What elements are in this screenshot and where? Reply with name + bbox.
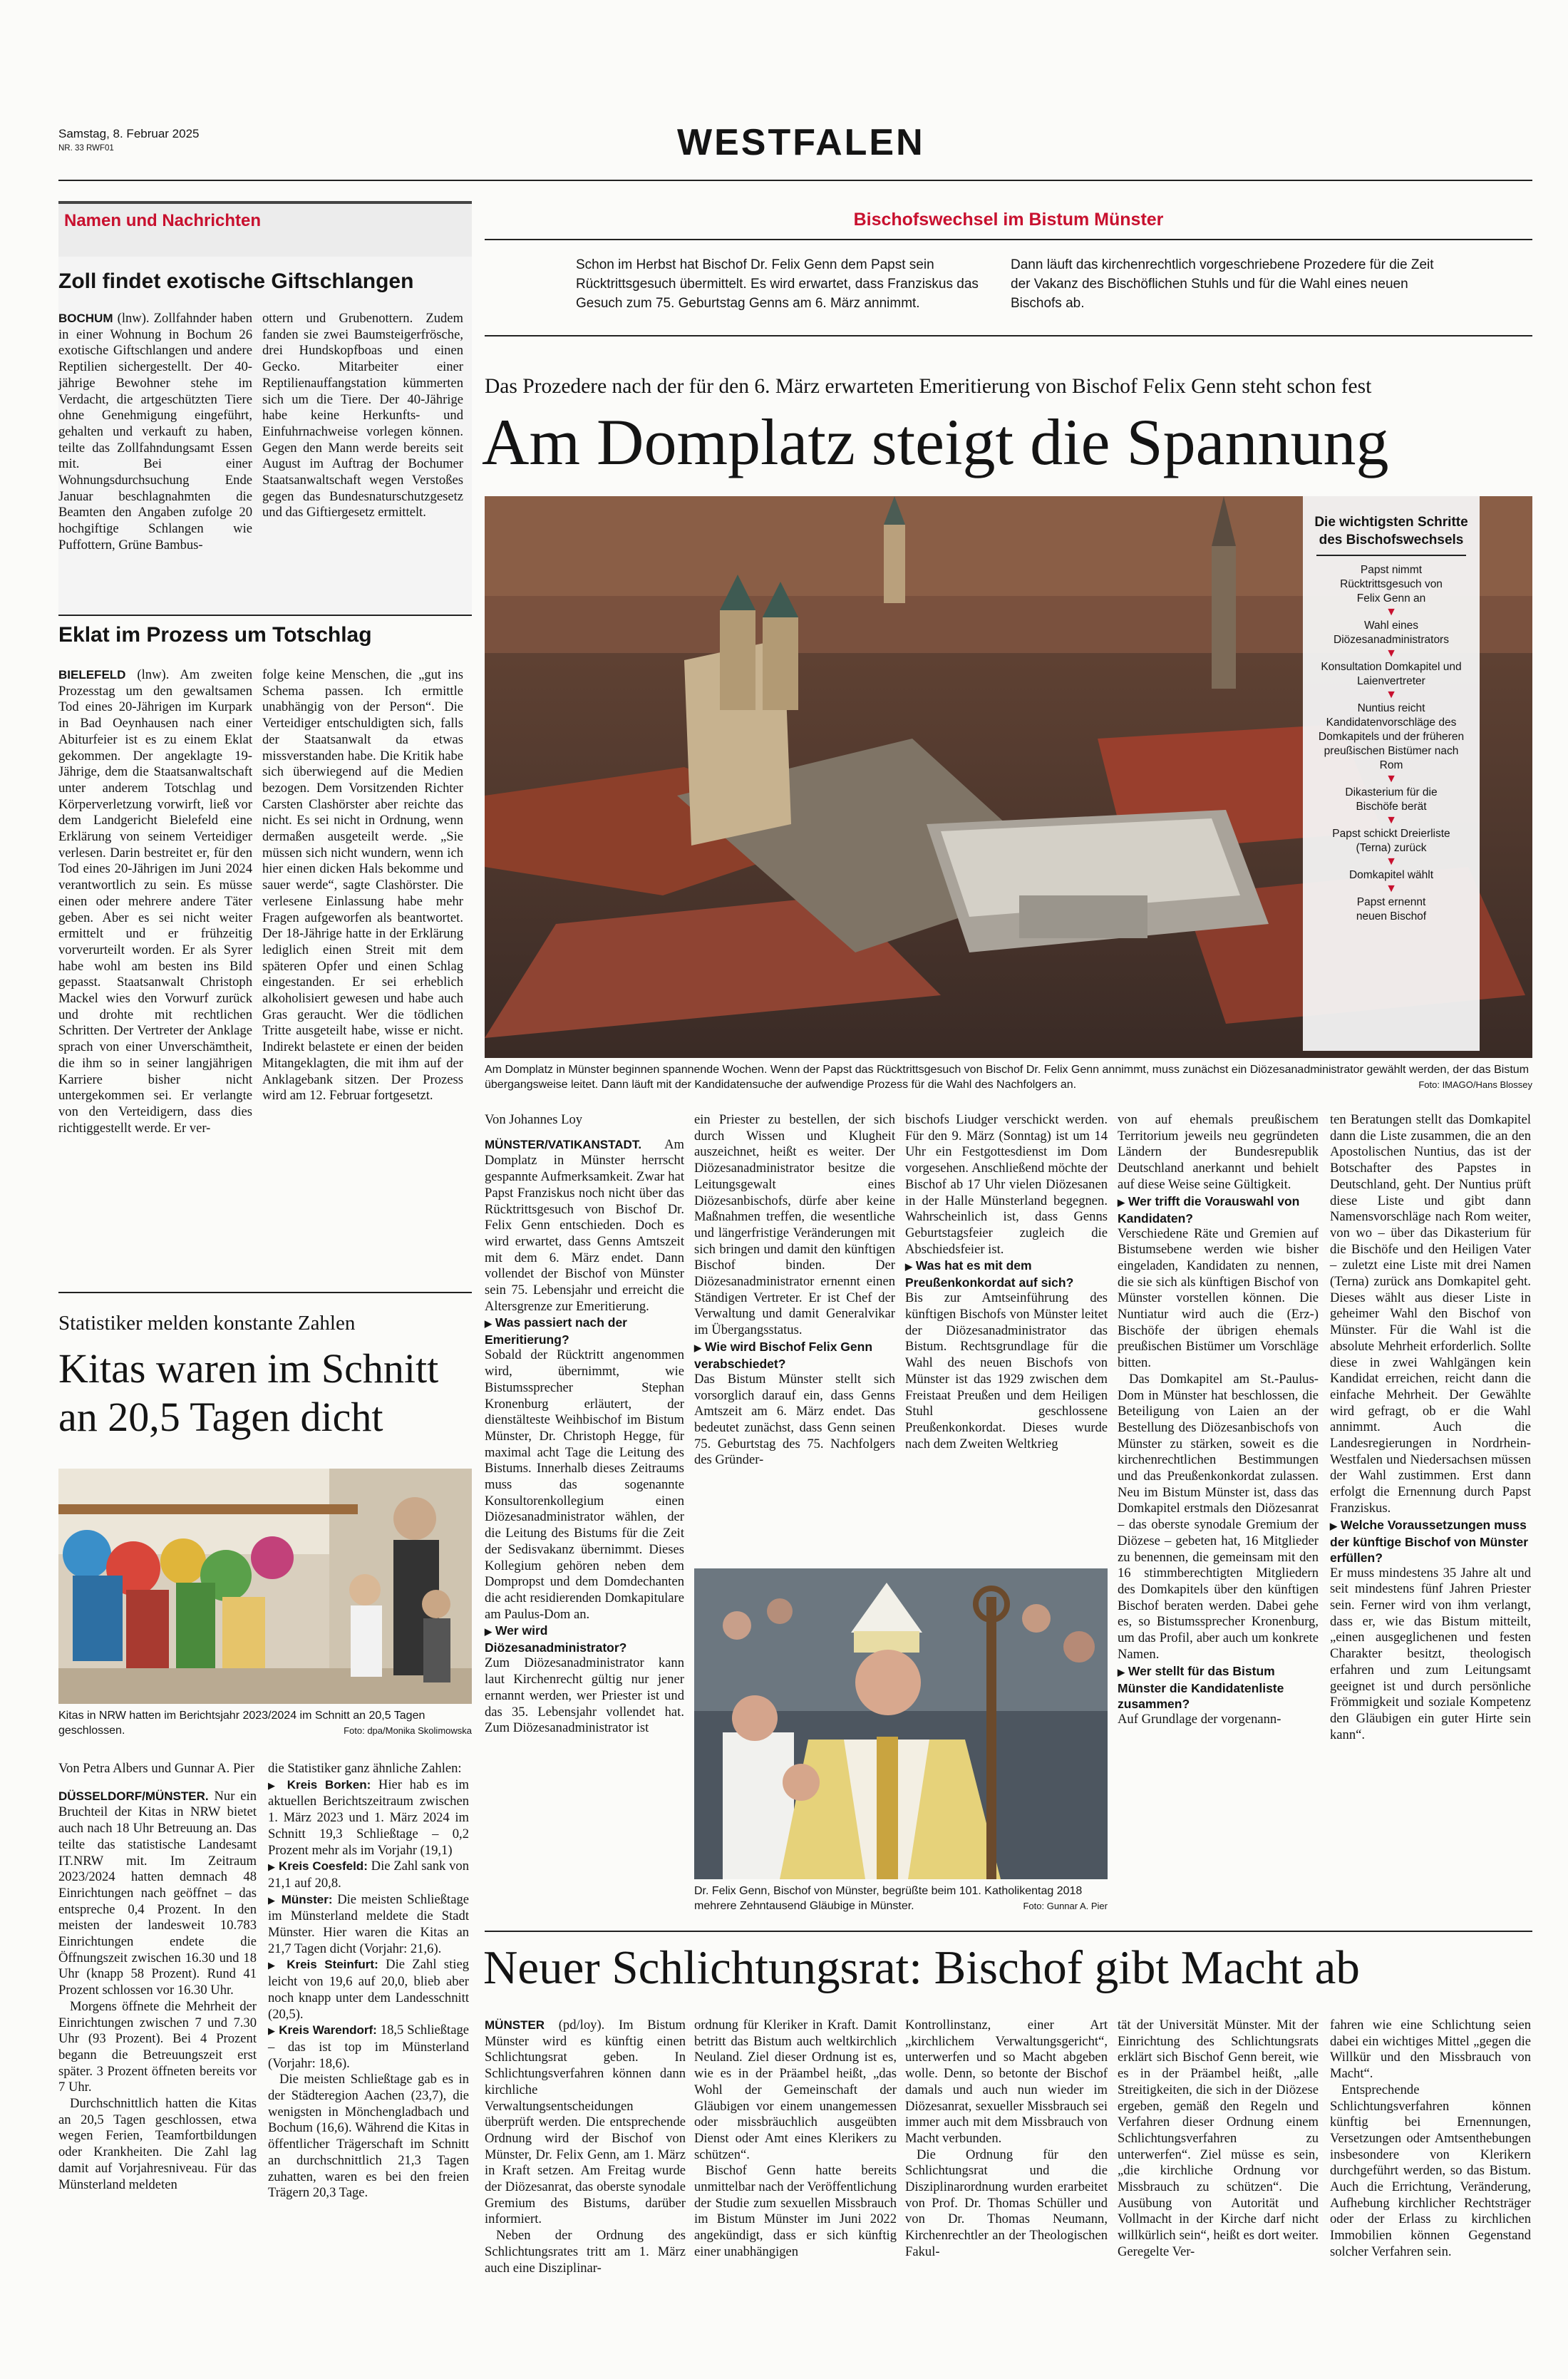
step-2: Wahl eines Diözesanadministrators: [1334, 620, 1449, 646]
kita-photo: [58, 1469, 472, 1704]
dateline: MÜNSTER/VATIKANSTADT.: [485, 1137, 642, 1151]
arrow-down-icon: ▼: [1386, 773, 1397, 785]
schlichtung-col1: MÜNSTER (pd/loy). Im Bistum Münster wird es künftig einen Schlichtungsrat geben. In Schlichtungsverfahren können dann kirchliche Verwaltungsentscheidungen überprüft werden. Die entsprechende Ordnung wird der Bischof von Münster, Dr. Felix Genn, am 1. März in Kraft setzen. Am Freitag wurde der Diözesanrat, das oberste synodale Gremium des Bistums, darüber informiert. Neben der Ordnung des Schlichtungsrates tritt am 1. März auch eine Disziplinar-: [485, 2018, 686, 2276]
dateline: DÜSSELDORF/MÜNSTER.: [58, 1789, 209, 1803]
news-box-title: Namen und Nachrichten: [64, 211, 262, 230]
question-heading: ▶ Was hat es mit dem Preußenkonkordat auf sich?: [905, 1258, 1074, 1290]
divider: [58, 615, 472, 616]
question-heading: ▶ Welche Voraussetzungen muss der künftige Bischof von Münster erfüllen?: [1330, 1517, 1529, 1565]
news-item-1-headline: Zoll findet exotische Giftschlangen: [58, 269, 414, 293]
photo-credit: Foto: IMAGO/Hans Blossey: [1418, 1079, 1532, 1090]
header-rule: [58, 180, 1532, 181]
arrow-down-icon: ▼: [1386, 647, 1397, 659]
question-heading: ▶ Was passiert nach der Emeritierung?: [485, 1315, 627, 1347]
bishop-col2: ein Priester zu bestellen, der sich durch Wissen und Klugheit auszeichnet, heißt es weiter. Der Diözesanadministrator besitze die Leitungsgewalt eines Diözesanbischofs, dürfe aber keine Maßnahmen treffen, die wesentliche und längerfristige Veränderungen mit sich bringen und damit den künftigen Bischof binden. Der Diözesanadministrator ernennt einen Ständigen Vertreter. Er ist Chef der Verwaltung und damit Generalvikar im Übergangsstatus. ▶ Wie wird Bischof Felix Genn verabschiedet? Das Bistum Münster stellt sich vorsorglich darauf ein, dass Genns Amtszeit am 6. März endet. Das bedeutet zunächst, dass Genn seinen 75. Geburtstag des 75. Nachfolgers des Gründer-: [694, 1112, 895, 1468]
schlichtung-col3: Kontrollinstanz, einer Art „kirchlichem Verwaltungsgericht“, unterwerfen und so Macht abgeben wolle. Denn, so betonte der Bischof damals und auch nun wieder im Diözesanrat, sexueller Missbrauch sei immer auch mit dem Missbrauch von Macht verbunden. Die Ordnung für den Schlichtungsrat und die Disziplinarordnung wurden erarbeitet von Prof. Dr. Thomas Schüller und von Dr. Thomas Neumann, Kirchenrechtler an der Theologischen Fakul-: [905, 2018, 1108, 2259]
list-item: ▶ Kreis Coesfeld: Die Zahl sank von 21,1 auf 20,8.: [268, 1859, 469, 1891]
news-item-2-headline: Eklat im Prozess um Totschlag: [58, 623, 372, 647]
photo-credit: Foto: Gunnar A. Pier: [1023, 1901, 1108, 1911]
photo-credit: Foto: dpa/Monika Skolimowska: [344, 1725, 472, 1736]
schlichtung-col2: ordnung für Kleriker in Kraft. Damit betritt das Bistum auch weltkirchlich Neuland. Ziel dieser Ordnung ist es, wie es in der Präambel heißt, „das Wohl der Gemeinschaft der Gläubigen vor einem unangemessen oder missbräuchlich ausgeübten Dienst oder Amt eines Klerikers zu schützen“. Bischof Genn hatte bereits unmittelbar nach der Veröffentlichung der Studie zum sexuellen Missbrauch im Bistum Münster im Juni 2022 angekündigt, dass er sich künftig einer unabhängigen: [694, 2018, 897, 2259]
dateline: BOCHUM: [58, 312, 113, 325]
bishop-col1: Von Johannes Loy MÜNSTER/VATIKANSTADT. Am Domplatz in Münster herrscht gespannte Aufmerksamkeit. Zwar hat Papst Franziskus noch nicht über das Rücktrittsgesuch von Bischof Dr. Felix Genn entschieden. Doch es wird erwartet, dass Genns Amtszeit mit dem 6. März endet. Dann vollendet der Bischof von Münster sein 75. Lebensjahr und erreicht die Altersgrenze zur Emeritierung. ▶ Was passiert nach der Emeritierung? Sobald der Rücktritt angenommen wird, übernimmt, wie Bistumssprecher Stephan Kronenburg erläutert, der dienstälteste Weihbischof im Bistum Münster, Dr. Christoph Hegge, für maximal acht Tage die Leitung des Bistums. Innerhalb dieses Zeitraums muss das sogenannte Konsultorenkollegium einen Diözesanadministrator wählen, der die Leitung des Bistums für die Zeit der Sedisvakanz übernimmt. Dieses Kollegium gehören neben dem Dompropst und dem Domdechanten die acht residierenden Domkapitulare am Paulus-Dom an. ▶ Wer wird Diözesanadministrator? Zum Diözesanadministrator kann laut Kirchenrecht gültig nur jener ernannt werden, wer Priester ist und das 35. Lebensjahr vollendet hat. Zum Diözesanadministrator ist: [485, 1112, 684, 1736]
arrow-down-icon: ▼: [1386, 689, 1397, 701]
divider: [485, 239, 1532, 240]
step-6: Papst schickt Dreierliste (Terna) zurück: [1332, 828, 1450, 854]
bishop-headline: Am Domplatz steigt die Spannung: [482, 406, 1389, 478]
step-4: Nuntius reicht Kandidatenvorschläge des Domkapitels und der früheren preußischen Bistümer nach Rom: [1318, 702, 1465, 771]
list-item: ▶ Kreis Borken: Hier hab es im aktuellen Berichtszeitraum zwischen 1. März 2023 und 1. März 2024 im Schnitt 19,3 Schließtage – 0,2 Prozent mehr als im Vorjahr (19,1): [268, 1777, 469, 1858]
kita-kicker: Statistiker melden konstante Zahlen: [58, 1312, 356, 1335]
kita-col1: Von Petra Albers und Gunnar A. Pier DÜSSELDORF/MÜNSTER. Nur ein Bruchteil der Kitas in NRW bietet auch nach 18 Uhr Betreuung an. Das teilte das statistische Landesamt IT.NRW mit. Im Zeitraum 2023/2024 hatten demnach 48 Einrichtungen nach geöffnet – das entspreche 0,4 Prozent. In den meisten der landesweit 10.783 Einrichtungen endete die Öffnungszeit zwischen 16.30 und 18 Uhr (knapp 58 Prozent). Rund 41 Prozent schlossen vor 16.30 Uhr. Morgens öffnete die Mehrheit der Einrichtungen zwischen 7 und 7.30 Uhr (93 Prozent). Bei 4 Prozent begann die Betreuungszeit erst später. 3 Prozent öffneten bereits vor 7 Uhr. Durchschnittlich hatten die Kitas an 20,5 Tagen geschlossen, etwa wegen Ferien, Teamfortbildungen oder Krankheiten. Die Zahl lag damit auf Vorjahresniveau. Für das Münsterland meldeten: [58, 1761, 257, 2192]
list-item: ▶ Kreis Warendorf: 18,5 Schließtage – das ist top im Münsterland (Vorjahr: 18,6).: [268, 2023, 469, 2071]
schlichtung-col4: tät der Universität Münster. Mit der Einrichtung des Schlichtungsrats erklärt sich Bischof Genn bereit, wie es in der Präambel heißt, „alle Streitigkeiten, die sich in der Diözese ergeben, gemäß den Regeln und Verfahren dieser Ordnung einem Schlichtungsverfahren zu unterwerfen“. Ziel müsse es sein, „die kirchliche Ordnung vor Missbrauch zu schützen“. Die Ausübung von Autorität und Vollmacht in der Kirche darf nicht willkürlich sein“, heißt es dort weiter. Geregelte Ver-: [1118, 2018, 1319, 2259]
list-item: ▶ Münster: Die meisten Schließtage im Münsterland meldete die Stadt Münster. Hier waren die Kitas an 21,7 Tagen dicht (Vorjahr: 21,6).: [268, 1891, 469, 1956]
divider: [1316, 555, 1466, 556]
divider: [485, 1931, 1532, 1932]
schlichtung-col5: fahren wie eine Schlichtung seien dabei ein wichtiges Mittel „gegen die Willkür und den Missbrauch von Macht“. Entsprechende Schlichtungsverfahren können künftig bei Ernennungen, Versetzungen oder Amtsenthebungen insbesondere von Klerikern durchgeführt werden, so das Bistum. Auch die Errichtung, Veränderung, Aufhebung kirchlicher Rechtsträger oder der Erlass zu kirchlichen Immobilien können Gegenstand solcher Verfahren sein.: [1330, 2018, 1531, 2259]
author: Von Petra Albers und Gunnar A. Pier: [58, 1761, 254, 1776]
news-item-1-col2: ottern und Grubenottern. Zudem fanden sie zwei Baumsteigerfrösche, drei Hundskopfboas und einen Gecko. Mitarbeiter einer Reptilienauffangstation kümmerten sich um die Tiere. Der 40-Jährige habe keine Herkunfts- und Einfuhrnachweise vorlegen können. Gegen den Mann werde bereits seit August im Auftrag der Bochumer Staatsanwaltschaft wegen Verstoßes gegen das Bundesnaturschutzgesetz und das Giftiergesetz ermittelt.: [262, 311, 463, 520]
step-3: Konsultation Domkapitel und Laienvertreter: [1321, 661, 1462, 687]
author: Von Johannes Loy: [485, 1112, 583, 1127]
kita-headline: Kitas waren im Schnitt an 20,5 Tagen dicht: [58, 1345, 439, 1440]
dateline: BIELEFELD: [58, 668, 126, 682]
issue-date: Samstag, 8. Februar 2025: [58, 127, 200, 140]
question-heading: ▶ Wer wird Diözesanadministrator?: [485, 1623, 627, 1655]
question-heading: ▶ Wie wird Bischof Felix Genn verabschiedet?: [694, 1339, 873, 1371]
news-item-1-col1: BOCHUM (lnw). Zollfahnder haben in einer Wohnung in Bochum 26 exotische Giftschlangen und andere Reptilien sichergestellt. Der 40-jährige Bewohner stehe im Verdacht, die artgeschützten Tiere ohne Genehmigung eingeführt, gehalten und verkauft zu haben, teilte das Zollfahndungsamt Essen mit. Bei einer Wohnungsdurchsuchung Ende Januar beschlagnahmten die Beamten den Angaben zufolge 20 hochgiftige Schlangen wie Puffottern, Grüne Bambus-: [58, 311, 252, 553]
domplatz-caption: Am Domplatz in Münster beginnen spannende Wochen. Wenn der Papst das Rücktrittsgesuch von Bischof Dr. Felix Genn annimmt, muss zunächst ein Diözesanadministrator gewählt werden, der das Bistum übergangsweise leitet. Dann läuft mit der Kandidatensuche der aufwendige Prozess für die Wahl des Nachfolgers an. Foto: IMAGO/Hans Blossey: [485, 1064, 1532, 1091]
bishop-col4: von auf ehemals preußischem Territorium jeweils neu gegründeten Ländern der Bundesrepublik Deutschland anerkannt und behielt auf diese Weise seine Gültigkeit. ▶ Wer trifft die Vorauswahl von Kandidaten? Verschiedene Räte und Gremien auf Bistumsebene werden wie bisher eingeladen, Kandidaten zu nennen, die sie sich als künftigen Bischof von Münster vorstellen können. Die Nuntiatur wird auch die (Erz-) Bischöfe der übrigen ehemals preußischen Bistümer um Vorschläge bitten. Das Domkapitel am St.-Paulus-Dom in Münster hat beschlossen, die Beteiligung von Laien an der Bestellung des Diözesanbischofs von Münster zu stärken, soweit es die kirchenrechtlichen Bestimmungen und das Preußenkonkordat zulassen. Neu im Bistum Münster ist, dass das Domkapitel erstmals den Diözesanrat – das oberste synodale Gremium der Diözese – gebeten hat, 16 Mitglieder zu benennen, die gemeinsam mit den 16 stimmberechtigten Mitgliedern des Domkapitels über den künftigen Bischof beraten werden. Dabei gehe es, so Bistumssprecher Kronenburg, um das Profil, aber auch um konkrete Namen. ▶ Wer stellt für das Bistum Münster die Kandidatenliste zusammen? Auf Grundlage der vorgenann-: [1118, 1112, 1319, 1727]
list-item: ▶ Kreis Steinfurt: Die Zahl stieg leicht von 19,6 auf 20,0, blieb aber noch knapp unter dem Landesschnitt (20,5).: [268, 1957, 470, 2022]
genn-caption: Dr. Felix Genn, Bischof von Münster, begrüßte beim 101. Katholikentag 2018 mehrere Zehntausend Gläubige in Münster. Foto: Gunnar A. Pier: [694, 1885, 1108, 1912]
kita-photo-caption: Kitas in NRW hatten im Berichtsjahr 2023/2024 im Schnitt an 20,5 Tagen geschlossen. Foto: dpa/Monika Skolimowska: [58, 1710, 472, 1737]
step-5: Dikasterium für die Bischöfe berät: [1345, 786, 1438, 813]
dateline: MÜNSTER: [485, 2018, 545, 2032]
divider: [485, 335, 1532, 336]
infobox-title: Die wichtigsten Schritte des Bischofswechsels: [1314, 515, 1468, 548]
bishop-kicker: Das Prozedere nach der für den 6. März erwarteten Emeritierung von Bischof Felix Genn steht schon fest: [485, 375, 1372, 398]
arrow-down-icon: ▼: [1386, 606, 1397, 618]
step-7: Domkapitel wählt: [1348, 869, 1434, 881]
step-8: Papst ernennt neuen Bischof: [1356, 896, 1427, 923]
intro-right: Dann läuft das kirchenrechtlich vorgeschriebene Prozedere für die Zeit der Vakanz des Bischöflichen Stuhls und für die Wahl eines neuen Bischofs ab.: [1011, 257, 1434, 311]
question-heading: ▶ Wer stellt für das Bistum Münster die Kandidatenliste zusammen?: [1118, 1663, 1284, 1711]
news-item-2-col1: BIELEFELD (lnw). Am zweiten Prozesstag um den gewaltsamen Tod eines 20-Jährigen im Kurpark in Bad Oeynhausen nach einer Abiturfeier ist es zu einem Eklat gekommen. Der angeklagte 19-Jährige, dem die Staatsanwaltschaft unter anderem Totschlag und Körperverletzung vorwirft, ließ vor dem Landgericht Bielefeld eine Erklärung von seinem Verteidiger verlesen. Darin bestreitet er, für den Tod eines 20-Jährigen im Juni 2024 verantwortlich zu sein. Es müsse einen oder mehrere andere Täter geben. Aber es sei nicht weiter ermittelt und er frühzeitig vorverurteilt worden. Er als Syrer habe wohl am besten ins Bild gepasst. Staatsanwalt Christoph Mackel wies den Vorwurf zurück und drohte mit rechtlichen Schritten. Der Vertreter der Anklage sprach von einer Unverschämtheit, die ihm so in seiner langjährigen Karriere bisher nicht untergekommen sei. Er verlangte von den Verteidigern, dass dies richtiggestellt werde. Er ver-: [58, 667, 252, 1136]
question-heading: ▶ Wer trifft die Vorauswahl von Kandidaten?: [1118, 1193, 1300, 1226]
schlichtung-headline: Neuer Schlichtungsrat: Bischof gibt Macht ab: [483, 1941, 1360, 1994]
bishop-col5: ten Beratungen stellt das Domkapitel dann die Liste zusammen, die an den Apostolischen Nuntius, das ist der Botschafter des Papstes in Deutschland, geht. Der Nuntius prüft diese Liste und gibt dann Namensvorschläge nach Rom weiter, von wo – über das Dikasterium für die Bischöfe und den Heiligen Vater – zuletzt eine Liste mit drei Namen (Terna) zurück ans Domkapitel geht. Dieses wählt aus dieser Liste in geheimer Wahl den Bischof von Münster. Für die Wahl ist die absolute Mehrheit erforderlich. Sollte diese in zwei Wahlgängen kein Kandidat erreichen, reicht dann die einfache Mehrheit. Der Gewählte wird gefragt, ob er die Wahl annimmt. Auch die Landesregierungen in Nordrhein-Westfalen und Niedersachsen müssen der Wahl zustimmen. Erst dann erfolgt die Ernennung durch Papst Franziskus. ▶ Welche Voraussetzungen muss der künftige Bischof von Münster erfüllen? Er muss mindestens 35 Jahre alt und seit mindestens fünf Jahren Priester sein. Ferner wird von ihm verlangt, dass er, wie das Bistum mitteilt, „einen ausgeglichenen und festen Charakter besitzt, theologisch erfahren und zum Leitungsamt geeignet ist und durch persönliche Frömmigkeit und soziale Kompetenz den Gläubigen ein guter Hirte sein kann“.: [1330, 1112, 1531, 1742]
kita-col2: die Statistiker ganz ähnliche Zahlen: ▶ Kreis Borken: Hier hab es im aktuellen Berichtszeitraum zwischen 1. März 2023 und 1. März 2024 im Schnitt 19,3 Schließtage – 0,2 Prozent mehr als im Vorjahr (19,1) ▶ Kreis Coesfeld: Die Zahl sank von 21,1 auf 20,8. ▶ Münster: Die meisten Schließtage im Münsterland meldete die Stadt Münster. Hier waren die Kitas an 21,7 Tagen dicht (Vorjahr: 21,6). ▶ Kreis Steinfurt: Die Zahl stieg leicht von 19,6 auf 20,0, blieb aber noch knapp unter dem Landesschnitt (20,5). ▶ Kreis Warendorf: 18,5 Schließtage – das ist top im Münsterland (Vorjahr: 18,6). Die meisten Schließtage gab es in der Städteregion Aachen (23,7), die wenigsten in Mönchengladbach und Bochum (16,6). Während die Kitas in öffentlicher Trägerschaft im Schnitt an durchschnittlich 21,3 Tagen zuhatten, waren es bei den freien Trägern 20,3 Tage.: [268, 1761, 470, 2201]
section-title: WESTFALEN: [677, 122, 925, 163]
step-1: Papst nimmt Rücktrittsgesuch von Felix Genn an: [1340, 564, 1443, 605]
arrow-down-icon: ▼: [1386, 855, 1397, 868]
topic-label: Bischofswechsel im Bistum Münster: [853, 210, 1164, 230]
arrow-down-icon: ▼: [1386, 814, 1397, 826]
bishop-col3: bischofs Liudger verschickt werden. Für den 9. März (Sonntag) ist um 14 Uhr ein Festgottesdienst im Dom vorgesehen. Anschließend möchte der Bischof ab 17 Uhr vielen Diözesanen in der Halle Münsterland begegnen. Wahrscheinlich ist, dass Genns Geburtstagsfeier zugleich die Abschiedsfeier ist. ▶ Was hat es mit dem Preußenkonkordat auf sich? Bis zur Amtseinführung des künftigen Bischofs von Münster leitet der Diözesanadministrator das Bistum. Rechtsgrundlage für die Wahl des neuen Bischofs von Münster ist das 1929 zwischen dem Freistaat Preußen und dem Heiligen Stuhl geschlossene Preußenkonkordat. Dieses wurde nach dem Zweiten Weltkrieg: [905, 1112, 1108, 1451]
intro-left: Schon im Herbst hat Bischof Dr. Felix Genn dem Papst sein Rücktrittsgesuch übermittelt. Es wird erwartet, dass Franziskus das Gesuch zum 75. Geburtstag Genns am 6. März annimmt.: [576, 257, 979, 311]
edition-number: NR. 33 RWF01: [58, 144, 114, 153]
arrow-down-icon: ▼: [1386, 883, 1397, 895]
news-item-2-col2: folge keine Menschen, die „gut ins Schema passen. Ich ermittle unabhängig von der Person“. Die Verteidiger entschuldigten sich, falls der Staatsanwalt da etwas missverstanden habe. Die Kritik habe sich überwiegend auf die Medien bezogen. Dem Vorsitzenden Richter Carsten Clashörster aber reichte das nicht. Es sei nicht in Ordnung, wenn dermaßen ausgeteilt werde. „Sie müssen sich nicht wundern, wenn ich hier einen dicken Hals bekomme und sauer werde“, sagte Clashörster. Die verlesene Einlassung habe mehr Fragen aufgeworfen als beantwortet. Der 18-Jährige hatte in der Erklärung lediglich einen Streit mit dem späteren Opfer und einen Schlag eingestanden. Er sei erheblich alkoholisiert gewesen und habe auch Gras geraucht. Wer die tödlichen Tritte ausgeteilt habe, wisse er nicht. Indirekt belastete er einen der beiden Mitangeklagten, die mit ihm auf der Anklagebank sitzen. Der Prozess wird am 12. Februar fortgesetzt.: [262, 667, 463, 1104]
divider: [58, 1292, 472, 1293]
genn-photo: [694, 1568, 1108, 1879]
steps-infobox: [1303, 496, 1480, 1051]
